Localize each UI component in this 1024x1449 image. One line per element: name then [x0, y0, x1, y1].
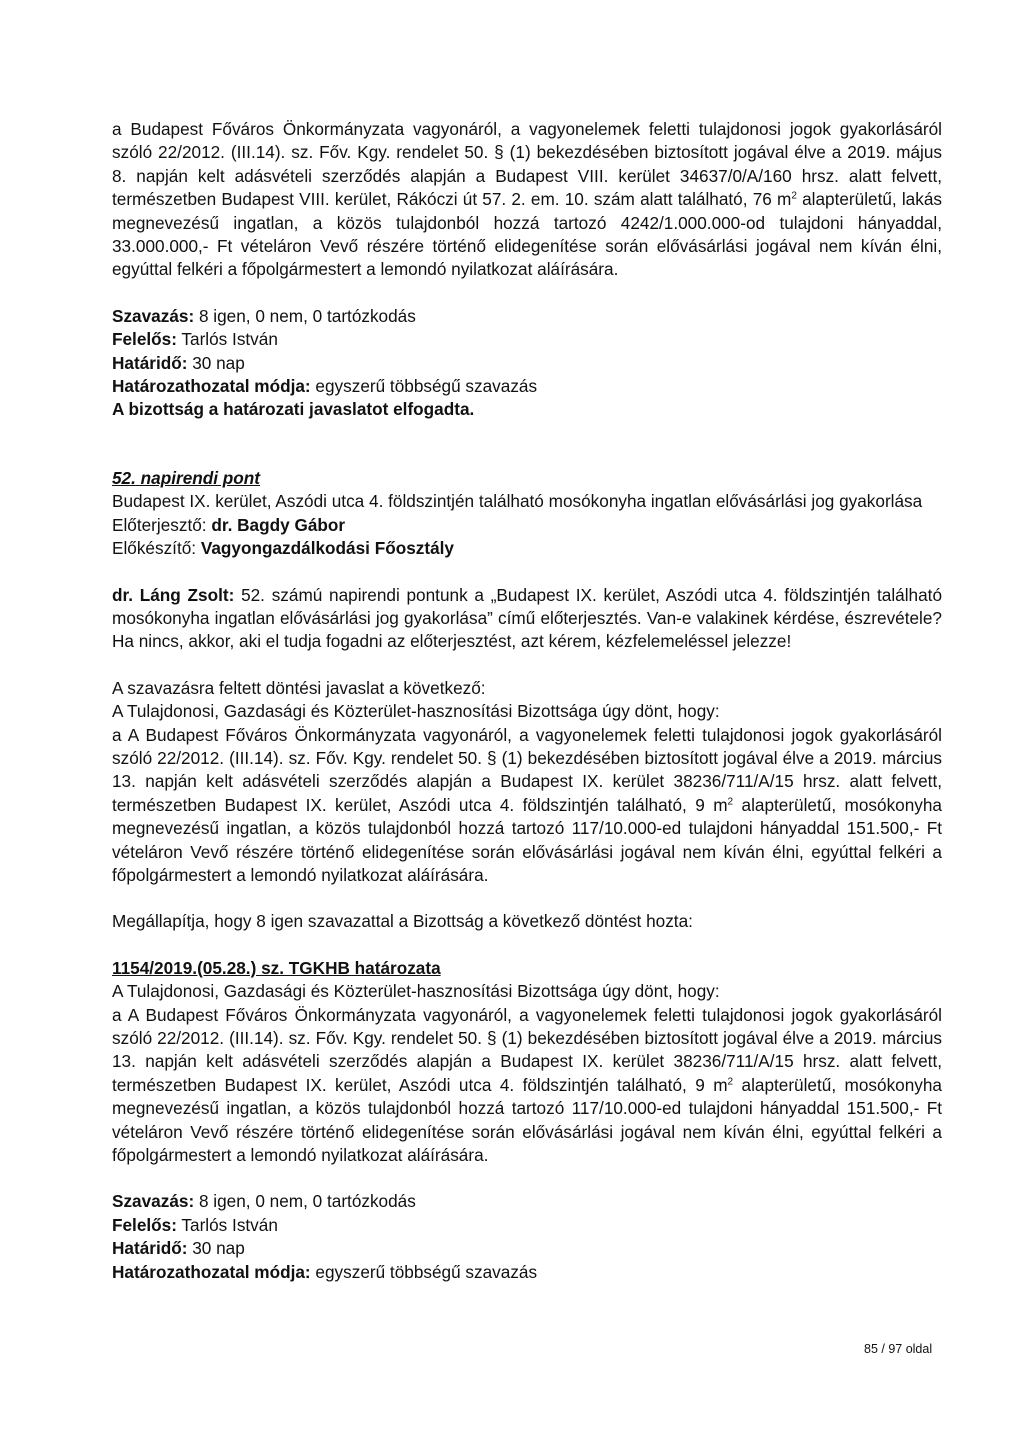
accepted-line: A bizottság a határozati javaslatot elfogadta. — [112, 399, 475, 420]
decision-text: a A Budapest Főváros Önkormányzata vagyonáról, a vagyonelemek feletti tulajdonosi jogok gyakorlásáról szóló 22/2012. (III.14). sz. Főv. Kgy. rendelet 50. § (1) bekezdésében biztosított jogával élve a 2019. március 13. napján kelt adásvételi szerződés alapján a Budapest IX. kerület 38236/711/A/15 hrsz. alatt felvett, természetben Budapest IX. kerület, Aszódi utca 4. földszintjén található, 9 $m^2$ alapterületű, mosókonyha megnevezésű ingatlan, a közös tulajdonból hozzá tartozó 117/10.000-ed tulajdoni hányaddal 151.500,- Ft vételáron Vevő részére történő elidegenítése során elővásárlási jogával nem kíván élni, egyúttal felkéri a főpolgármestert a lemondó nyilatkozat aláírására. — [112, 1004, 942, 1166]
proposal-block — [112, 677, 942, 888]
speech-paragraph: dr. Láng Zsolt: 52. számú napirendi pontunk a „Budapest IX. kerület, Aszódi utca 4. földszintjén található mosókonyha ingatlan elővásárlási jog gyakorlása” című előterjesztés. Van-e valakinek kérdése, észrevétele? Ha nincs, akkor, aki el tudja fogadni az előterjesztést, azt kérem, kézfelemeléssel jelezze! — [112, 584, 943, 652]
proposal-intro: A szavazásra feltett döntési javaslat a következő: — [112, 677, 486, 698]
resolution-text-continued: a Budapest Főváros Önkormányzata vagyonáról, a vagyonelemek feletti tulajdonosi jogok gyakorlásáról szóló 22/2012. (III.14). sz. Főv. Kgy. rendelet 50. § (1) bekezdésében biztosított jogával élve a 2019. május 8. napján kelt adásvételi szerződés alapján a Budapest VIII. kerület 34637/0/A/160 hrsz. alatt felvett, természetben Budapest VIII. kerület, Rákóczi út 57. 2. em. 10. szám alatt található, 76 $m^2$ alapterületű, lakás megnevezésű ingatlan, a közös tulajdonból hozzá tartozó 4242/1.000.000-od tulajdoni hányaddal, 33.000.000,- Ft vételáron Vevő részére történő elidegenítése során elővásárlási jogával nem kíván élni, egyúttal felkéri a főpolgármestert a lemondó nyilatkozat aláírására. — [112, 119, 942, 280]
deadline-line: Határidő: 30 nap — [112, 1238, 245, 1259]
agenda-heading: 52. napirendi pont — [112, 467, 261, 488]
page-number: 85 / 97 oldal — [864, 1342, 933, 1356]
vote-line: Szavazás: 8 igen, 0 nem, 0 tartózkodás — [112, 1191, 416, 1212]
decision-title: 1154/2019.(05.28.) sz. TGKHB határozata — [112, 957, 441, 978]
vote-line: Szavazás: 8 igen, 0 nem, 0 tartózkodás — [112, 305, 416, 326]
decision-method-line: Határozathozatal módja: egyszerű többségű szavazás — [112, 376, 538, 397]
document-page — [112, 118, 942, 1284]
vote-block-2 — [112, 1190, 942, 1284]
proposal-text: a A Budapest Főváros Önkormányzata vagyonáról, a vagyonelemek feletti tulajdonosi jogok gyakorlásáról szóló 22/2012. (III.14). sz. Főv. Kgy. rendelet 50. § (1) bekezdésében biztosított jogával élve a 2019. március 13. napján kelt adásvételi szerződés alapján a Budapest IX. kerület 38236/711/A/15 hrsz. alatt felvett, természetben Budapest IX. kerület, Aszódi utca 4. földszintjén található, 9 $m^2$ alapterületű, mosókonyha megnevezésű ingatlan, a közös tulajdonból hozzá tartozó 117/10.000-ed tulajdoni hányaddal 151.500,- Ft vételáron Vevő részére történő elidegenítése során elővásárlási jogával nem kíván élni, egyúttal felkéri a főpolgármestert a lemondó nyilatkozat aláírására. — [112, 724, 942, 885]
preparer-line: Előkészítő: Vagyongazdálkodási Főosztály — [112, 538, 454, 559]
proposal-committee: A Tulajdonosi, Gazdasági és Közterület-hasznosítási Bizottsága úgy dönt, hogy: — [112, 701, 720, 722]
agenda-subject: Budapest IX. kerület, Aszódi utca 4. földszintjén található mosókonyha ingatlan elővásárlási jog gyakorlása — [112, 491, 923, 512]
decision-block — [112, 957, 942, 1168]
deadline-line: Határidő: 30 nap — [112, 352, 245, 373]
decision-method-line: Határozathozatal módja: egyszerű többségű szavazás — [112, 1261, 538, 1282]
responsible-line: Felelős: Tarlós István — [112, 1214, 278, 1235]
agenda-item-52 — [112, 467, 942, 561]
presenter-line: Előterjesztő: dr. Bagdy Gábor — [112, 514, 346, 535]
vote-block-1 — [112, 305, 942, 422]
finding-line: Megállapítja, hogy 8 igen szavazattal a Bizottság a következő döntést hozta: — [112, 911, 693, 932]
decision-committee: A Tulajdonosi, Gazdasági és Közterület-hasznosítási Bizottsága úgy dönt, hogy: — [112, 981, 720, 1002]
responsible-line: Felelős: Tarlós István — [112, 329, 278, 350]
